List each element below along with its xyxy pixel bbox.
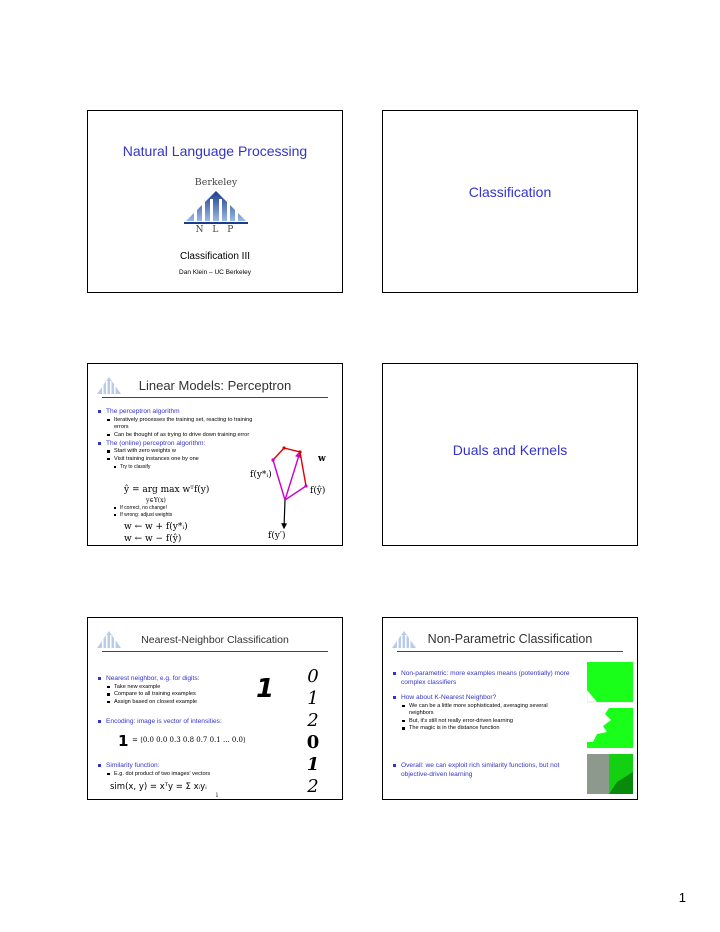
slide1-title: Natural Language Processing [122,143,308,159]
bullet: Nearest neighbor, e.g. for digits: [98,675,248,684]
bullet: The magic is in the distance function [393,725,573,733]
logo-letters: N L P [195,225,237,235]
label-w: w [318,454,326,464]
bullet: Encoding: image is vector of intensities: [98,718,258,727]
np-bullets [393,670,573,733]
bullet: The (online) perceptron algorithm: [98,440,268,449]
bullet: Non-parametric: more examples means (potentially) more complex classifiers [393,670,573,688]
slide-title [87,110,343,293]
digit-sample: 0 [306,732,320,753]
bullet: Take new example [98,684,248,692]
header-divider [102,397,328,398]
bullet: How about K-Nearest Neighbor? [393,694,573,703]
bullet: Assign based on closest example [98,699,248,707]
update-equation-1: w ← w + f(y*ᵢ) [124,522,188,532]
bullet: E.g. dot product of two images' vectors [98,771,258,779]
vector-f-y-prime [284,500,285,528]
bullet: Try to classify [98,464,268,471]
perceptron-sub-bullets [98,505,218,519]
digit-sample: 1 [306,754,320,775]
slide3-header [88,376,342,398]
header-divider [102,651,328,652]
slide4-title: Duals and Kernels [452,442,568,458]
logo-wordmark: Berkeley [194,177,238,188]
similarity-subscript: i [216,792,218,799]
page-number: 1 [678,890,686,905]
slide1-author: Dan Klein – UC Berkeley [179,269,251,276]
slide-perceptron [87,363,343,546]
nn-bullets-1 [98,675,248,707]
slide-nearest-neighbor [87,617,343,800]
intensity-vector: = ⟨0.0 0.0 0.3 0.8 0.7 0.1 ... 0.0⟩ [132,736,246,744]
vector-f-y-star [273,460,285,500]
vector-w [285,452,300,500]
slide-classification [382,110,638,293]
similarity-equation: sim(x, y) = xᵀy = Σ xᵢyᵢ [110,782,207,792]
vector-digit-one: 1 [118,732,129,750]
nn-bullets-3 [98,762,258,778]
slide1-subtitle: Classification III [179,251,251,262]
label-f-y-hat: f(ŷ) [310,486,326,496]
header-divider [397,651,623,652]
bullet: Overall: we can exploit rich similarity functions, but not objective-driven learning [393,762,573,780]
update-equation-2: w ← w − f(ŷ) [124,534,182,544]
nn-bullets-2 [98,718,258,727]
slide-non-parametric [382,617,638,800]
digit-sample: 1 [307,688,319,709]
classify-equation-subscript: y∈Y(x) [146,497,166,504]
boundary-region [587,662,633,702]
weight-path [273,448,306,486]
label-f-y-star: f(y*ᵢ) [250,470,272,480]
slide6-header [383,630,637,652]
classify-equation: ŷ = arg max wᵀf(y) [124,485,210,495]
bullet: We can be a little more sophisticated, averaging several neighbors [393,703,573,718]
bullet: Can be thought of as trying to drive down training error [98,432,268,440]
bullet: Similarity function: [98,762,258,771]
training-digits [298,666,328,798]
berkeley-nlp-logo [180,177,252,237]
slide5-title: Nearest-Neighbor Classification [141,634,289,646]
bullet: If wrong: adjust weights [98,512,218,519]
bullet: Visit training instances one by one [98,456,268,464]
np-bullets-2 [393,762,573,780]
query-digit: 1 [256,674,275,704]
bullet: Iteratively processes the training set, reacting to training errors [98,417,268,432]
digit-sample: 2 [307,776,319,797]
digit-sample: 2 [307,710,319,731]
bullet: The perceptron algorithm [98,408,268,417]
slide5-header [88,630,342,652]
slide3-title: Linear Models: Perceptron [138,378,292,393]
digit-sample: 0 [307,666,319,687]
slide-duals-kernels [382,363,638,546]
slide2-title: Classification [468,184,552,200]
knn-decision-boundary-images [587,662,633,794]
bullet: But, it's still not really error-driven learning [393,718,573,726]
bullet: Start with zero weights w [98,448,268,456]
bullet: If correct, no change! [98,505,218,512]
slide6-title: Non-Parametric Classification [427,632,593,646]
bullet: Compare to all training examples [98,691,248,699]
label-f-y-prime: f(y′) [268,531,286,541]
